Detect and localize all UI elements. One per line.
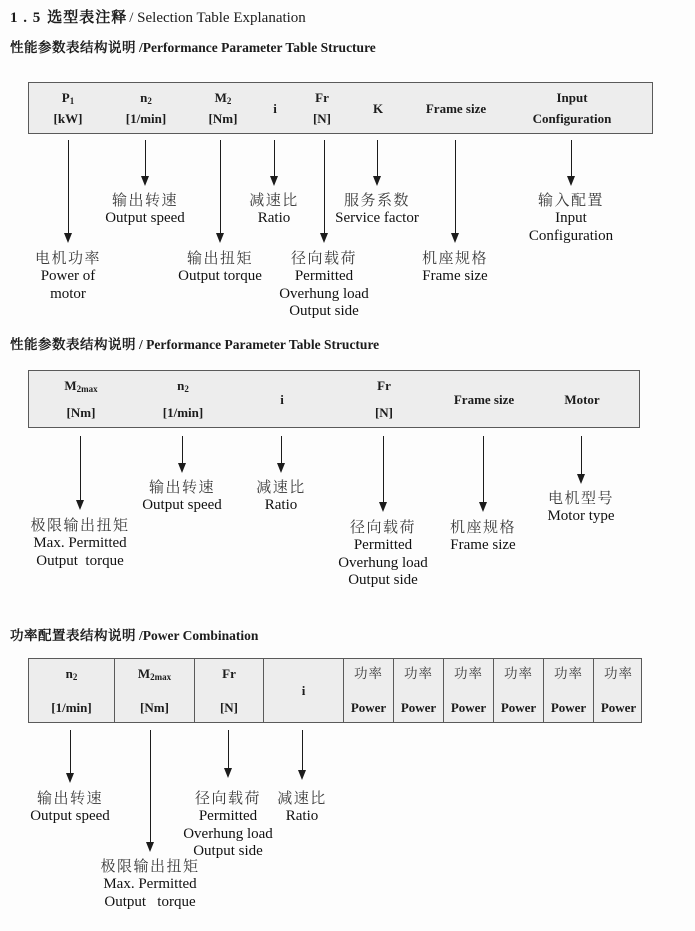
column-arrow [581,436,582,475]
header-unit: [Nm] [66,405,96,420]
arrow-down-icon [178,463,186,473]
annotation-en: Output speed [142,497,222,513]
header-symbol: K [372,100,384,116]
header-unit: [1/min] [162,405,204,420]
annotation-zh: 减速比 [249,192,299,209]
header-symbol: 功率 [504,666,533,681]
annotation-zh: 径向载荷 [290,250,357,267]
header-symbol: Motor [564,391,600,407]
header-symbol: Fr [315,90,329,105]
annotation-en: Motor type [547,508,615,524]
annotation-en: Max. Permitted [103,876,197,892]
column-arrow [571,140,572,177]
annotation-en: Output speed [30,808,110,824]
column-annotation [70,192,220,228]
annotation-en: Overhung load [338,554,428,571]
page-title-zh: 选型表注释 [47,9,128,26]
annotation-zh: 机座规格 [449,519,516,536]
header-symbol: $M_{2max}$ [137,666,172,682]
header-symbol: i [280,391,284,407]
header-symbol: 功率 [554,666,583,681]
annotation-zh: 服务系数 [343,192,410,209]
header-symbol: Input [556,90,588,105]
column-arrow [383,436,384,503]
section-heading-performance-2 [10,333,379,353]
arrow-down-icon [66,773,74,783]
header-symbol: $n_2$ [177,378,189,394]
column-arrow [68,140,69,234]
header-symbol: Frame size [453,391,515,407]
annotation-en: Frame size [422,268,488,284]
column-annotation [506,490,656,526]
header-unit: [N] [374,405,394,420]
header-symbol: 功率 [404,666,433,681]
arrow-down-icon [216,233,224,243]
annotation-zh: 径向载荷 [349,519,416,536]
header-symbol: $M_{2max}$ [64,378,98,394]
arrow-down-icon [270,176,278,186]
annotation-en: motor [50,285,86,302]
section-heading-power-combination [10,624,258,644]
table-structure-1 [28,82,653,134]
section-heading-zh: 性能参数表结构说明 [10,40,136,55]
arrow-down-icon [320,233,328,243]
page-title-en: / Selection Table Explanation [129,10,306,26]
annotation-en: Max. Permitted [33,535,127,551]
header-unit: [kW] [53,111,83,126]
column-arrow [182,436,183,464]
annotation-zh: 电机型号 [547,490,614,507]
annotation-zh: 输出扭矩 [186,250,253,267]
annotation-en: Permitted [198,808,258,824]
header-unit: Power [550,700,587,715]
arrow-down-icon [373,176,381,186]
table-structure-3 [28,658,642,723]
page-title-number: 1 . 5 [10,10,42,26]
header-symbol: Fr [377,378,391,393]
header-symbol: $P_1$ [61,90,75,106]
header-unit: Power [600,700,637,715]
annotation-zh: 机座规格 [421,250,488,267]
header-symbol: Frame size [425,100,487,116]
annotation-en: Output side [289,303,359,319]
header-unit: [1/min] [125,111,167,126]
table-header-cell [114,659,194,722]
table-header-cell [396,83,516,133]
table-structure-2 [28,370,640,428]
annotation-en: Permitted [353,537,413,553]
annotation-en: Output speed [105,210,185,226]
table-header-cell [263,659,343,722]
column-annotation [302,192,452,228]
annotation-en: Output torque [104,893,196,910]
header-unit: Power [450,700,487,715]
table-header-cell [543,659,593,722]
section-heading-performance-1 [10,36,376,56]
table-header-cell [443,659,493,722]
arrow-down-icon [224,768,232,778]
column-arrow [455,140,456,234]
column-annotation [5,517,155,570]
table-header-cell [593,659,643,722]
header-symbol: i [301,683,306,698]
header-unit: [Nm] [208,111,238,126]
annotation-en: Frame size [450,537,516,553]
column-annotation [0,790,145,826]
column-arrow [150,730,151,843]
column-annotation [0,250,143,303]
annotation-zh: 输入配置 [537,192,604,209]
column-arrow [70,730,71,774]
table-header-cell [194,659,263,722]
annotation-zh: 减速比 [256,479,306,496]
header-unit: Power [350,700,387,715]
arrow-down-icon [298,770,306,780]
header-symbol: $M_2$ [214,90,232,106]
section-heading-en: /Power Combination [139,628,259,643]
arrow-down-icon [277,463,285,473]
header-unit: Configuration [532,111,612,126]
column-arrow [483,436,484,503]
annotation-en: Output side [193,843,263,859]
column-arrow [281,436,282,464]
column-arrow [377,140,378,177]
annotation-en: Output torque [178,268,262,284]
table-header-cell [512,83,632,133]
annotation-zh: 径向载荷 [194,790,261,807]
annotation-en: Overhung load [183,825,273,842]
table-header-cell [29,659,114,722]
header-unit: [1/min] [51,700,92,715]
arrow-down-icon [64,233,72,243]
section-heading-en: /Performance Parameter Table Structure [139,40,376,55]
column-annotation [496,192,646,245]
header-unit: [N] [312,111,332,126]
column-arrow [228,730,229,769]
annotation-zh: 减速比 [277,790,327,807]
annotation-en: Permitted [294,268,354,284]
column-arrow [145,140,146,177]
table-header-cell [343,659,393,722]
annotation-zh: 输出转速 [36,790,103,807]
annotation-en: Input [555,210,587,226]
page-title [10,6,306,27]
header-symbol: Fr [222,666,236,681]
header-unit: [N] [219,700,239,715]
annotation-en: Overhung load [279,285,369,302]
section-heading-zh: 性能参数表结构说明 [10,337,136,352]
arrow-down-icon [379,502,387,512]
arrow-down-icon [141,176,149,186]
column-arrow [302,730,303,771]
arrow-down-icon [479,502,487,512]
arrow-down-icon [76,500,84,510]
annotation-zh: 极限输出扭矩 [100,858,200,875]
column-annotation [380,250,530,286]
column-annotation [206,479,356,515]
header-unit: Power [400,700,437,715]
annotation-zh: 输出转速 [111,192,178,209]
annotation-en: Ratio [264,497,298,513]
header-symbol: $n_2$ [140,90,152,106]
table-header-cell [493,659,543,722]
section-heading-en: / Performance Parameter Table Structure [139,337,380,352]
column-arrow [274,140,275,177]
annotation-en: Output side [348,572,418,588]
column-annotation [249,250,399,321]
header-symbol: 功率 [354,666,383,681]
header-symbol: i [273,100,277,116]
annotation-en: Service factor [335,210,419,226]
annotation-zh: 极限输出扭矩 [30,517,130,534]
arrow-down-icon [567,176,575,186]
header-symbol: $n_2$ [65,666,78,682]
header-unit: [Nm] [140,700,169,715]
header-symbol: 功率 [604,666,633,681]
arrow-down-icon [577,474,585,484]
column-arrow [80,436,81,501]
table-header-cell [522,371,642,427]
annotation-zh: 输出转速 [148,479,215,496]
column-annotation [75,858,225,911]
annotation-en: Output torque [36,552,124,569]
table-header-cell [393,659,443,722]
annotation-zh: 电机功率 [34,250,101,267]
column-annotation [227,790,377,826]
header-unit: Power [500,700,537,715]
annotation-en: Configuration [528,227,614,244]
section-heading-zh: 功率配置表结构说明 [10,628,136,643]
arrow-down-icon [451,233,459,243]
annotation-en: Ratio [257,210,291,226]
annotation-en: Ratio [285,808,319,824]
header-symbol: 功率 [454,666,483,681]
annotation-en: Power of [40,268,96,284]
